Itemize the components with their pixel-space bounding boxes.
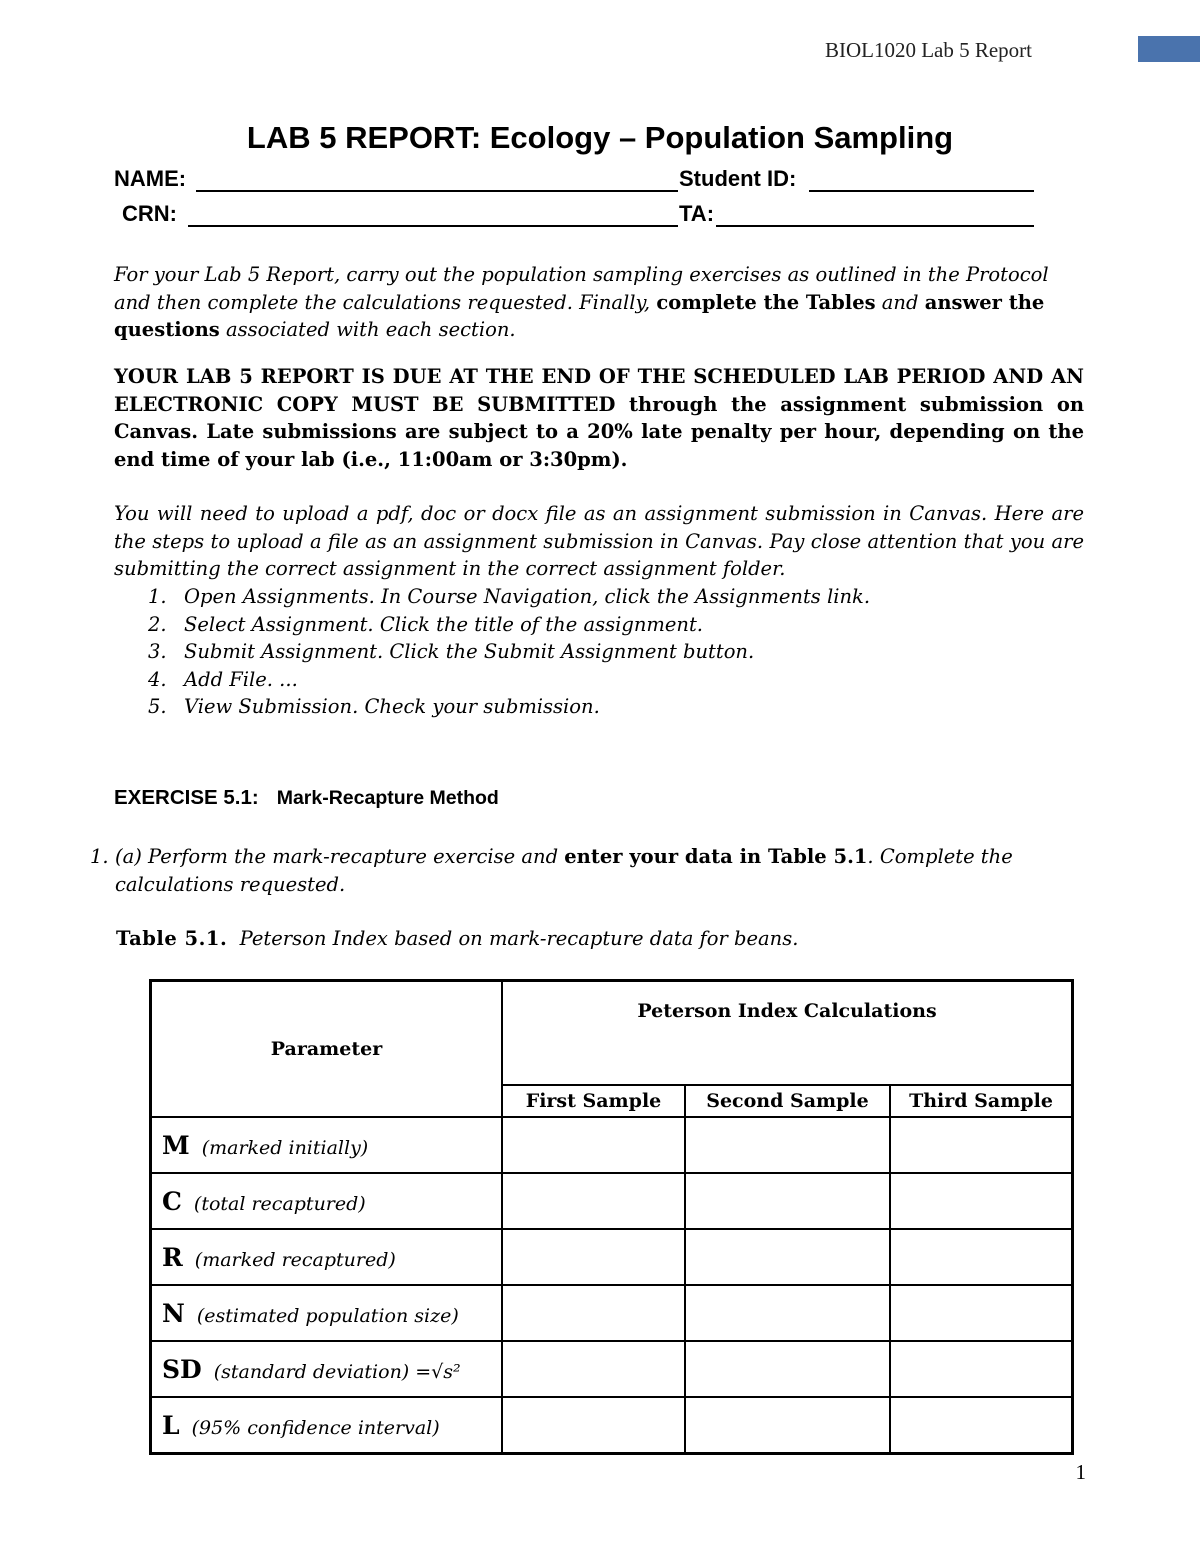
step-text: Add File. ... xyxy=(184,667,298,691)
page-number: 1 xyxy=(1075,1460,1086,1484)
calculations-header: Peterson Index Calculations xyxy=(502,981,1073,1086)
parameter-description: (total recaptured) xyxy=(193,1192,366,1215)
crn-label: CRN: xyxy=(122,201,177,226)
third-sample-cell[interactable] xyxy=(890,1341,1073,1397)
exercise-name: Mark-Recapture Method xyxy=(276,787,499,809)
table-caption xyxy=(116,925,1086,953)
first-sample-cell[interactable] xyxy=(502,1285,685,1341)
parameter-description: (standard deviation) =√s² xyxy=(213,1360,461,1383)
question-text-1: (a) Perform the mark-recapture exercise and xyxy=(115,845,565,868)
table-row xyxy=(151,1173,1073,1229)
parameter-symbol: C xyxy=(162,1186,182,1216)
second-sample-cell[interactable] xyxy=(685,1229,890,1285)
parameter-cell xyxy=(151,1173,503,1229)
step-text: View Submission. Check your submission. xyxy=(184,695,600,718)
step-number: 1. xyxy=(148,585,167,608)
upload-step xyxy=(114,583,1084,611)
third-sample-cell[interactable] xyxy=(890,1173,1073,1229)
step-number: 5. xyxy=(148,695,167,718)
parameter-description: (estimated population size) xyxy=(196,1304,459,1327)
upload-instructions xyxy=(114,500,1084,583)
due-notice xyxy=(114,363,1084,473)
parameter-description: (marked initially) xyxy=(201,1136,369,1159)
parameter-cell xyxy=(151,1117,503,1173)
ta-label: TA: xyxy=(679,201,715,226)
first-sample-cell[interactable] xyxy=(502,1341,685,1397)
parameter-description: (95% confidence interval) xyxy=(191,1416,440,1439)
intro-paragraph xyxy=(114,261,1084,344)
parameter-symbol: SD xyxy=(162,1354,202,1384)
step-number: 4. xyxy=(148,667,167,691)
first-sample-cell[interactable] xyxy=(502,1173,685,1229)
parameter-symbol: N xyxy=(162,1298,185,1328)
parameter-description: (marked recaptured) xyxy=(194,1248,396,1271)
second-sample-cell[interactable] xyxy=(685,1285,890,1341)
intro-text-1: For your Lab 5 Report, carry out the population sampling exercises as outlined in the Protocol and then complete the calculations requested. Finally, xyxy=(114,263,1049,314)
table-caption-text: Peterson Index based on mark-recapture data for beans. xyxy=(239,927,799,950)
third-sample-cell[interactable] xyxy=(890,1117,1073,1173)
steps-list xyxy=(114,583,1084,721)
third-sample-cell[interactable] xyxy=(890,1285,1073,1341)
step-number: 3. xyxy=(148,640,167,663)
parameter-cell xyxy=(151,1341,503,1397)
parameter-cell xyxy=(151,1285,503,1341)
third-sample-cell[interactable] xyxy=(890,1229,1073,1285)
second-sample-cell[interactable] xyxy=(685,1173,890,1229)
name-field[interactable] xyxy=(196,190,678,192)
intro-bold-2: answer the questions xyxy=(114,290,1045,341)
parameter-symbol: M xyxy=(162,1130,190,1160)
upload-step xyxy=(114,611,1084,639)
parameter-symbol: L xyxy=(162,1410,180,1440)
exercise-heading xyxy=(114,786,499,810)
table-row xyxy=(151,1229,1073,1285)
second-sample-cell[interactable] xyxy=(685,1117,890,1173)
step-number: 2. xyxy=(148,612,167,636)
exercise-label: EXERCISE 5.1: xyxy=(114,786,259,809)
question-number: 1. xyxy=(90,845,109,868)
first-sample-header: First Sample xyxy=(502,1085,685,1117)
table-caption-label: Table 5.1. xyxy=(116,927,228,950)
running-header: BIOL1020 Lab 5 Report xyxy=(824,38,1032,62)
step-text: Open Assignments. In Course Navigation, click the Assignments link. xyxy=(184,585,871,608)
question-bold: enter your data in Table 5.1 xyxy=(564,845,868,868)
student-id-label: Student ID: xyxy=(679,166,797,191)
question-text-2: . Complete the calculations requested. xyxy=(115,845,1013,896)
first-sample-cell[interactable] xyxy=(502,1229,685,1285)
crn-field[interactable] xyxy=(188,225,678,227)
upload-step xyxy=(114,666,1084,694)
header-accent-bar xyxy=(1138,36,1200,62)
intro-text-2: and xyxy=(875,290,925,314)
table-row xyxy=(151,1285,1073,1341)
parameter-cell xyxy=(151,1397,503,1454)
first-sample-cell[interactable] xyxy=(502,1117,685,1173)
due-notice-caps: YOUR LAB 5 REPORT IS DUE AT THE END OF THE SCHEDULED LAB PERIOD AND AN ELECTRONIC COPY MUST BE SUBMITTED xyxy=(114,365,1084,416)
second-sample-header: Second Sample xyxy=(685,1085,890,1117)
first-sample-cell[interactable] xyxy=(502,1397,685,1454)
third-sample-cell[interactable] xyxy=(890,1397,1073,1454)
parameter-symbol: R xyxy=(162,1242,183,1272)
step-text: Select Assignment. Click the title of the assignment. xyxy=(184,612,704,636)
name-label: NAME: xyxy=(114,166,187,191)
peterson-index-table xyxy=(149,979,1074,1455)
upload-step xyxy=(114,638,1084,666)
due-notice-rest: through the assignment submission on Canvas. Late submissions are subject to a 20% late penalty per hour, depending on the end time of your lab (i.e., 11:00am or 3:30pm). xyxy=(114,392,1085,471)
table-row xyxy=(151,1341,1073,1397)
upload-step xyxy=(114,693,1084,721)
page-title: LAB 5 REPORT: Ecology – Population Sampling xyxy=(246,120,954,155)
student-id-field[interactable] xyxy=(809,190,1034,192)
third-sample-header: Third Sample xyxy=(890,1085,1073,1117)
intro-bold-1: complete the Tables xyxy=(656,290,876,314)
question-1 xyxy=(90,843,1084,896)
ta-field[interactable] xyxy=(716,225,1034,227)
parameter-header: Parameter xyxy=(151,981,503,1118)
second-sample-cell[interactable] xyxy=(685,1341,890,1397)
second-sample-cell[interactable] xyxy=(685,1397,890,1454)
step-text: Submit Assignment. Click the Submit Assignment button. xyxy=(184,640,755,663)
table-row xyxy=(151,1117,1073,1173)
table-row xyxy=(151,1397,1073,1454)
upload-steps xyxy=(114,583,1084,721)
parameter-cell xyxy=(151,1229,503,1285)
intro-text-3: associated with each section. xyxy=(219,318,516,341)
upload-text: You will need to upload a pdf, doc or docx file as an assignment submission in Canvas. Here are the steps to upload a file as an assignment submission in Canvas. Pay close attention that you are submitting the correct assignment in the correct assignment folder. xyxy=(114,502,1084,580)
